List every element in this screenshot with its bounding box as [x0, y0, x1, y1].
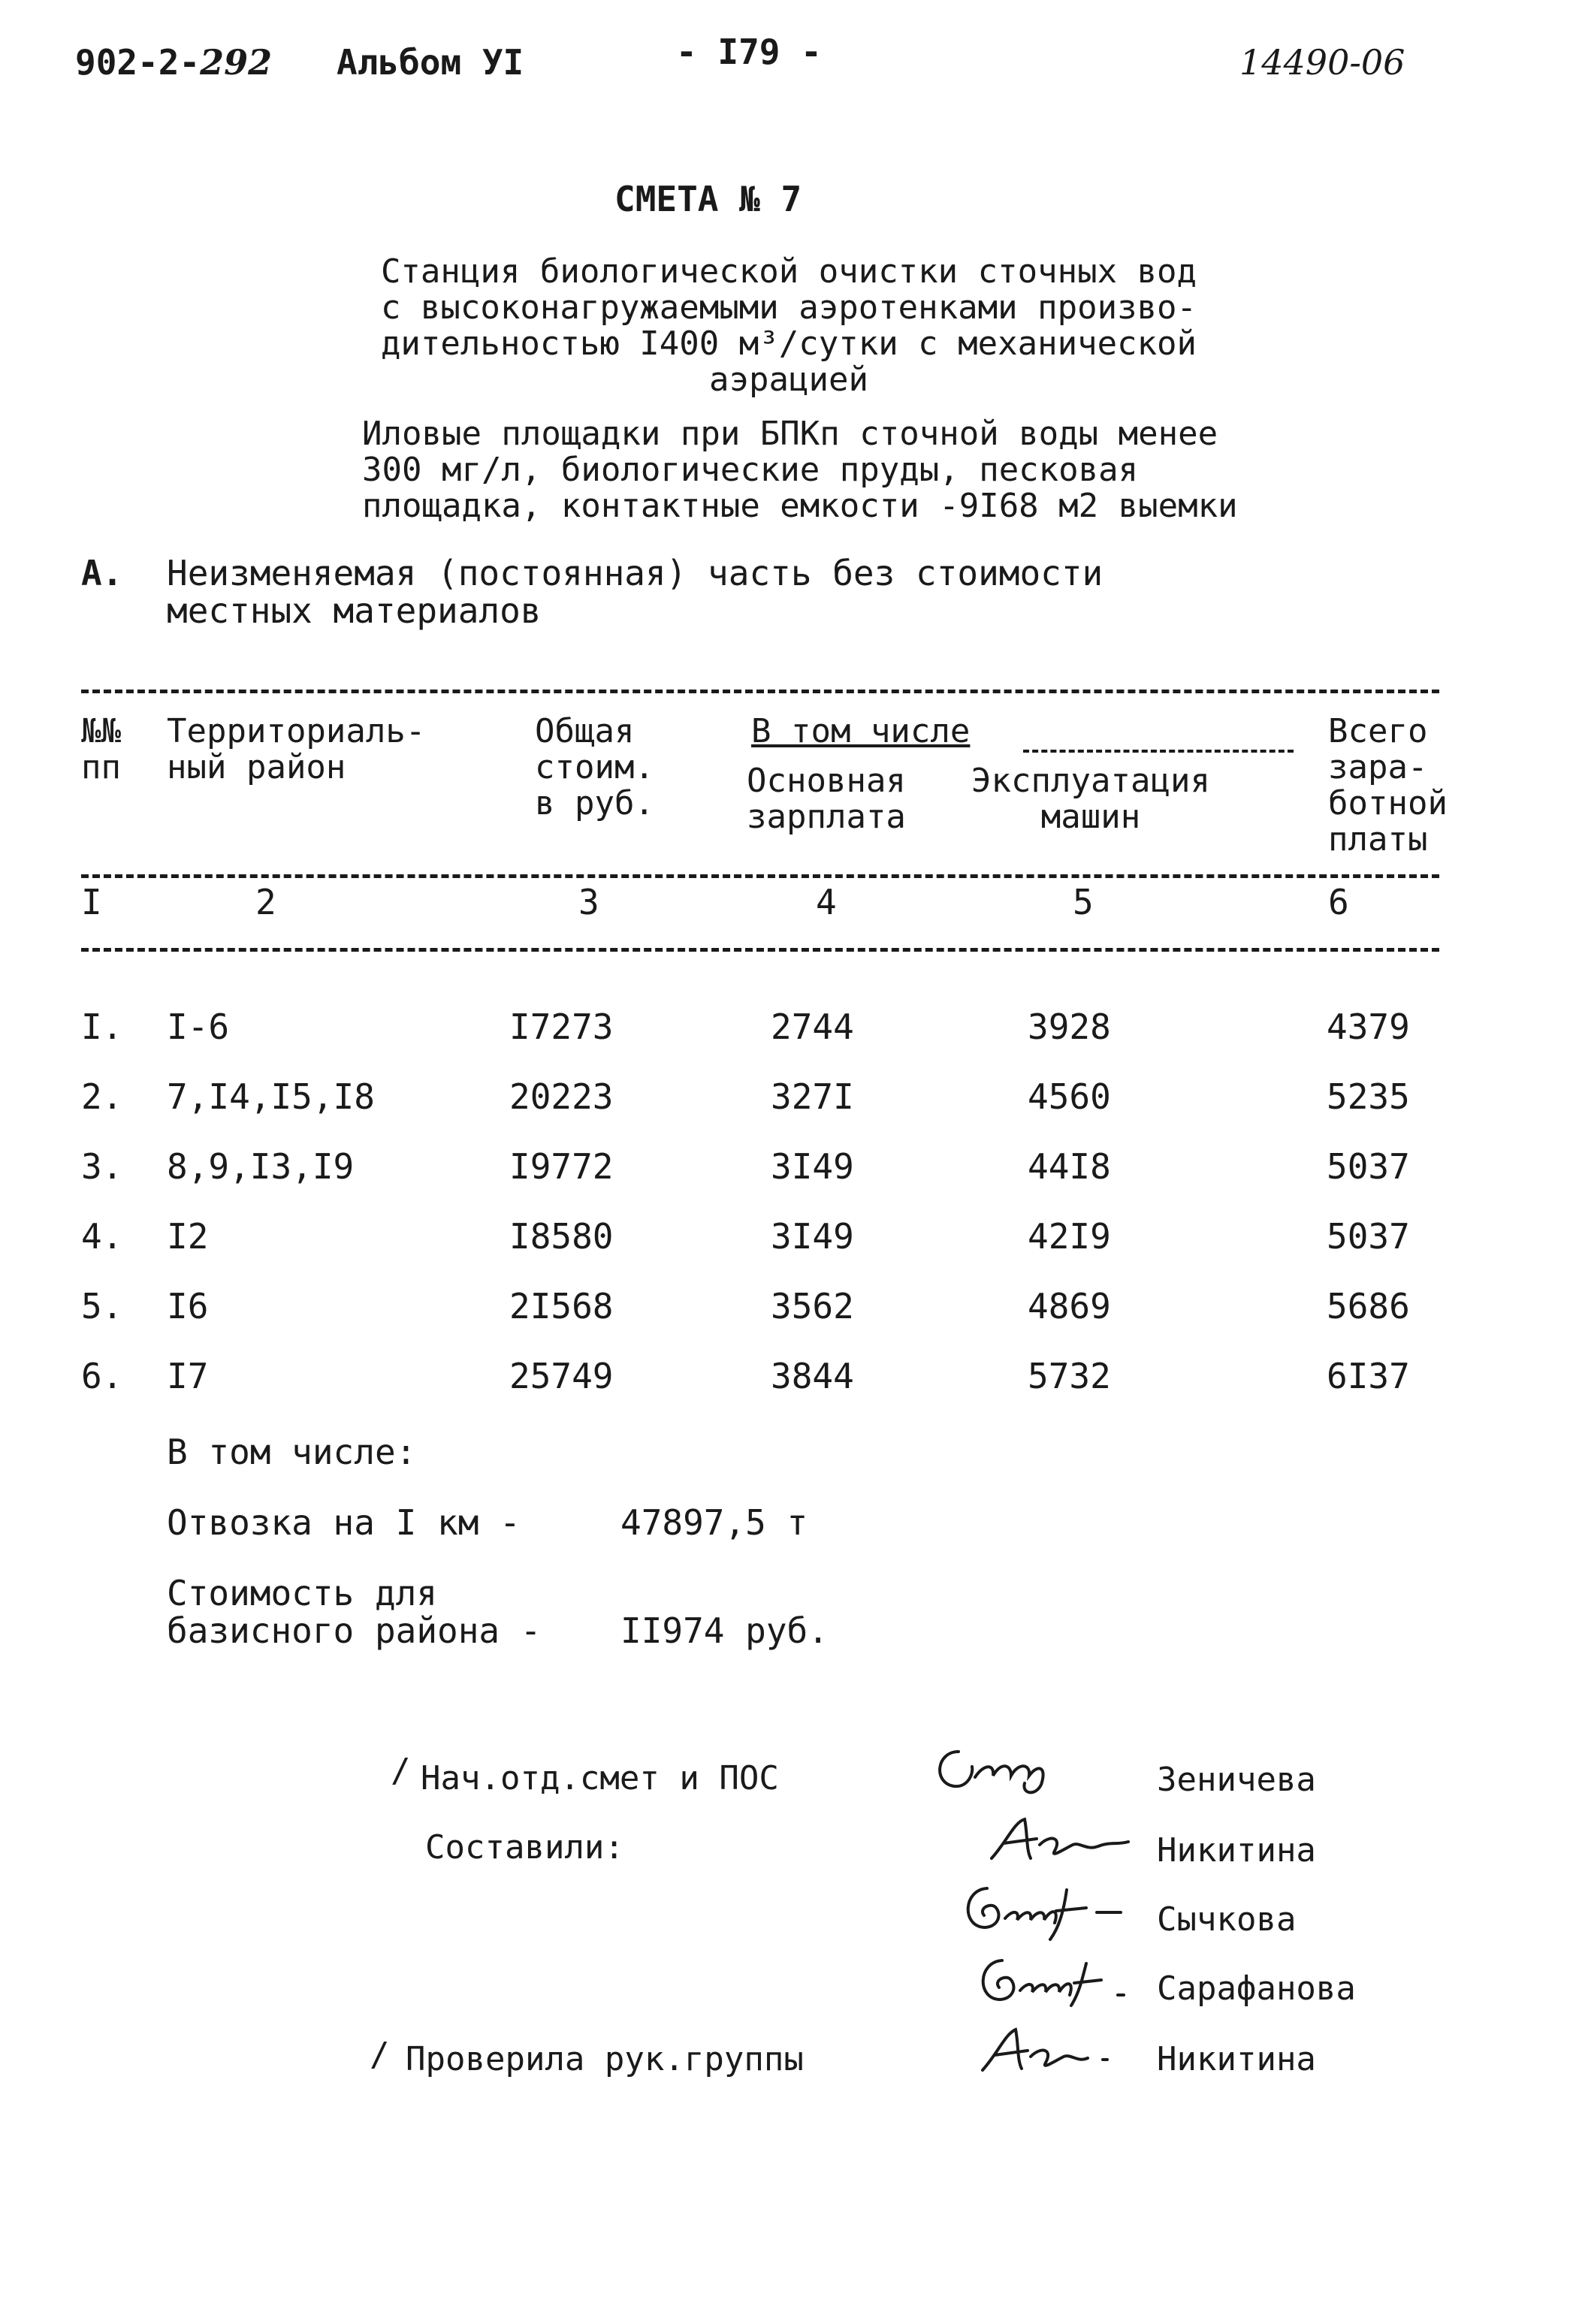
signature-image — [928, 1741, 1086, 1798]
subtitle-line: дительностью I400 м³/сутки с механической — [380, 324, 1197, 363]
column-number: 5 — [1073, 882, 1094, 922]
transport-value: 47897,5 т — [620, 1502, 808, 1543]
page-number: - I79 - — [676, 32, 822, 72]
header-total-salary: Всего зара- ботной платы — [1328, 712, 1448, 859]
signer-name: Сычкова — [1157, 1900, 1297, 1939]
header-basic-salary: Основная зарплата — [747, 762, 906, 836]
transport-label: Отвозка на I км - — [167, 1502, 521, 1543]
column-number: 6 — [1328, 882, 1349, 922]
header-machine-operation: Эксплуатация машин — [971, 762, 1210, 836]
subtitle-line: Станция биологической очистки сточных вод — [380, 252, 1197, 291]
document-code: 902-2-292 — [75, 42, 273, 83]
base-cost-value: II974 руб. — [620, 1610, 829, 1651]
header-number: №№ пп — [81, 712, 121, 786]
checked-role: Проверила рук.группы — [406, 2040, 804, 2078]
table-header-rule — [81, 874, 1439, 878]
column-number: I — [81, 882, 102, 922]
signer-name: Зеничева — [1157, 1761, 1316, 1799]
description-line: Иловые площадки при БПКп сточной воды менее — [362, 415, 1218, 453]
section-heading-line: Неизменяемая (постоянная) часть без стоимости — [167, 553, 1103, 593]
signer-name: Никитина — [1157, 1831, 1316, 1870]
base-cost-label: Стоимость для базисного района - — [167, 1573, 542, 1651]
including-rule — [1023, 750, 1294, 753]
section-heading — [167, 554, 1103, 629]
role-slash: / — [391, 1752, 411, 1790]
table-top-rule — [81, 690, 1439, 693]
document-number: 14490-06 — [1239, 42, 1405, 83]
signature-image — [981, 1812, 1139, 1869]
column-number: 3 — [578, 882, 599, 922]
head-role: Нач.отд.смет и ПОС — [421, 1759, 779, 1797]
table-colnum-rule — [81, 948, 1439, 952]
page-title: СМЕТА № 7 — [614, 179, 802, 219]
document-code-handwritten: 292 — [200, 42, 273, 83]
album-label: Альбом УІ — [337, 42, 524, 83]
signature-image — [969, 1953, 1142, 2010]
compiled-role: Составили: — [425, 1828, 624, 1867]
description-line: 300 мг/л, биологические пруды, песковая — [362, 451, 1139, 489]
signature-image — [954, 1881, 1127, 1944]
column-number: 4 — [816, 882, 837, 922]
notes-heading: В том числе: — [167, 1432, 417, 1472]
subtitle — [331, 254, 1247, 398]
description — [362, 416, 1238, 524]
signer-name: Сарафанова — [1157, 1969, 1356, 2008]
section-heading-line: местных материалов — [167, 590, 542, 631]
header-including: В том числе — [751, 712, 971, 750]
signature-image — [974, 2022, 1124, 2079]
header-total-cost: Общая стоим. в руб. — [535, 712, 654, 822]
subtitle-line: с высоконагружаемыми аэротенками произво- — [380, 288, 1197, 327]
section-letter: А. — [81, 553, 123, 593]
column-number: 2 — [255, 882, 276, 922]
subtitle-line: аэрацией — [709, 361, 868, 399]
signer-name: Никитина — [1157, 2040, 1316, 2078]
description-line: площадка, контактные емкости -9I68 м2 выемки — [362, 487, 1238, 525]
role-slash: / — [370, 2036, 390, 2074]
header-district: Территориаль- ный район — [167, 712, 426, 786]
